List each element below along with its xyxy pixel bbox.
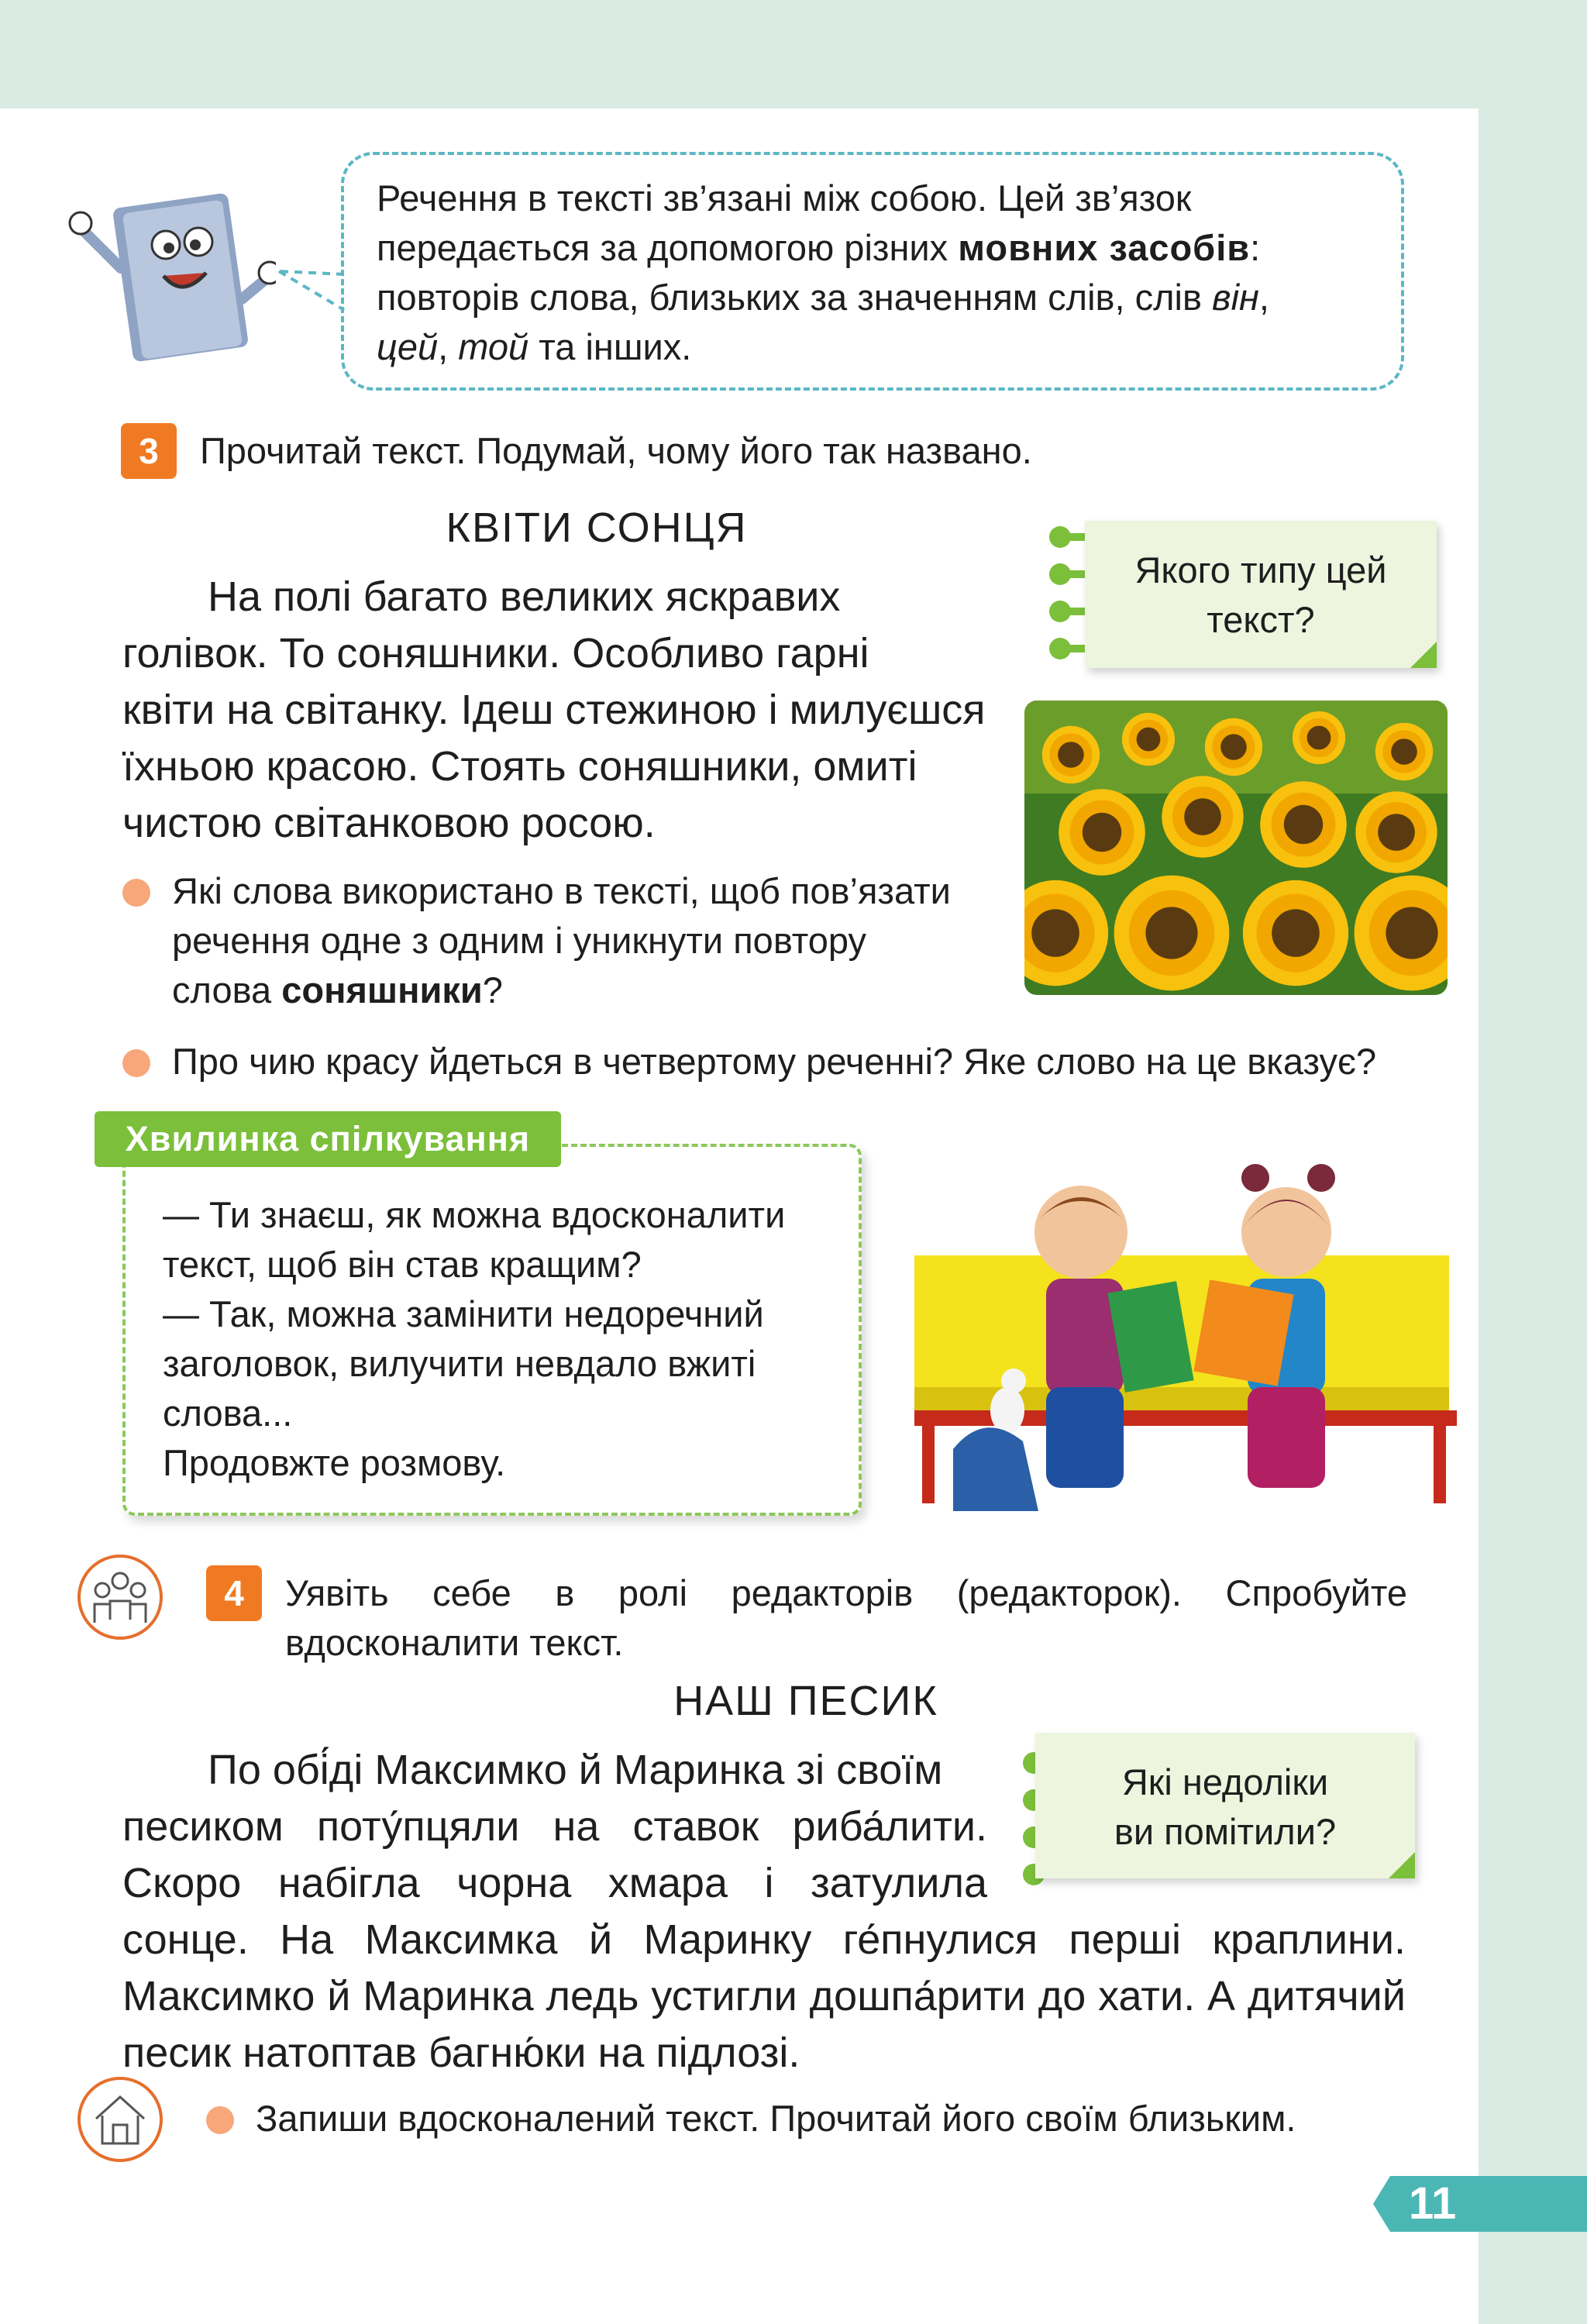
conversation-line: заголовок, вилучити невдало вжиті <box>163 1343 756 1384</box>
home-task-icon <box>77 2077 163 2162</box>
question-text <box>172 866 987 1015</box>
story-line: сонце. На Максимка й Маринку ге́пнулися перші краплини. <box>122 1916 1406 1963</box>
task-number-badge: 3 <box>121 423 177 479</box>
bullet-dot <box>122 1049 150 1077</box>
rule-line: Речення в тексті зв’язані між собою. Цей зв’язок <box>377 177 1192 219</box>
story-line: їхньою красою. Стоять соняшники, омиті <box>122 743 917 790</box>
note-fold <box>1410 642 1437 668</box>
page-number: 11 <box>1390 2176 1587 2232</box>
conversation-line: — Ти знаєш, як можна вдосконалити <box>163 1194 786 1235</box>
instruction-line: вдосконалити текст. <box>285 1622 624 1663</box>
story-title: НАШ ПЕСИК <box>673 1678 938 1724</box>
story-line: чистою світанковою росою. <box>122 800 656 846</box>
note-fold <box>1389 1852 1415 1878</box>
group-work-icon <box>77 1554 163 1640</box>
story-line: квіти на світанку. Ідеш стежиною і милуєшся <box>122 687 986 733</box>
story-text <box>122 1742 987 1912</box>
question-note-card <box>1035 1733 1415 1878</box>
question-line: слова соняшники? <box>172 969 503 1011</box>
question-note-card <box>1085 521 1437 668</box>
kids-reading-illustration <box>907 1155 1465 1519</box>
task-number-badge: 4 <box>206 1565 262 1621</box>
rule-line: повторів слова, близьких за значенням слів, слів він, <box>377 277 1269 318</box>
speech-pointer <box>276 256 346 325</box>
story-line: На полі багато великих яскравих <box>208 573 841 620</box>
story-line: песиком поту́пцяли на ставок риба́лити. <box>122 1803 987 1850</box>
story-title: КВІТИ СОНЦЯ <box>446 504 748 551</box>
instruction-line: Уявіть себе в ролі редакторів (редакторок). Спробуйте <box>285 1572 1407 1613</box>
story-text <box>122 569 987 852</box>
note-line: ви помітили? <box>1114 1811 1337 1852</box>
story-line: По обі́ді Максимко й Маринка зі своїм <box>208 1747 943 1793</box>
task-instruction: Прочитай текст. Подумай, чому його так названо. <box>200 430 1032 471</box>
story-line: Максимко й Маринка ледь устигли дошпа́рити до хати. А дитячий <box>122 1973 1406 2019</box>
note-line: Якого типу цей <box>1134 549 1387 590</box>
rule-line: цей, той та інших. <box>377 326 692 367</box>
story-line: голівок. То соняшники. Особливо гарні <box>122 630 869 677</box>
conversation-label: Хвилинка спілкування <box>95 1111 561 1167</box>
bullet-dot <box>122 879 150 907</box>
task-instruction <box>285 1568 1407 1668</box>
story-line: песик натоптав багню́ки на підлозі. <box>122 2030 800 2076</box>
conversation-line: — Так, можна замінити недоречний <box>163 1293 764 1334</box>
note-line: Які недоліки <box>1121 1761 1329 1802</box>
sunflower-field-image <box>1024 701 1448 995</box>
story-line: Скоро набігла чорна хмара і затулила <box>122 1860 987 1906</box>
note-line: текст? <box>1207 599 1315 640</box>
story-text <box>122 1912 1406 2081</box>
question-line: речення одне з одним і уникнути повтору <box>172 920 867 961</box>
question-line: Які слова використано в тексті, щоб пов’язати <box>172 870 951 911</box>
homework-text: Запиши вдосконалений текст. Прочитай його своїм близьким. <box>256 2098 1296 2139</box>
bullet-dot <box>206 2106 234 2134</box>
conversation-line: слова... <box>163 1393 293 1434</box>
conversation-line: Продовжте розмову. <box>163 1442 506 1483</box>
rule-line: передається за допомогою різних мовних засобів: <box>377 227 1261 268</box>
question-text: Про чию красу йдеться в четвертому реченні? Яке слово на це вказує? <box>172 1041 1377 1082</box>
conversation-line: текст, щоб він став кращим? <box>163 1244 642 1285</box>
rule-text <box>377 174 1381 372</box>
book-mascot-icon <box>67 183 276 377</box>
